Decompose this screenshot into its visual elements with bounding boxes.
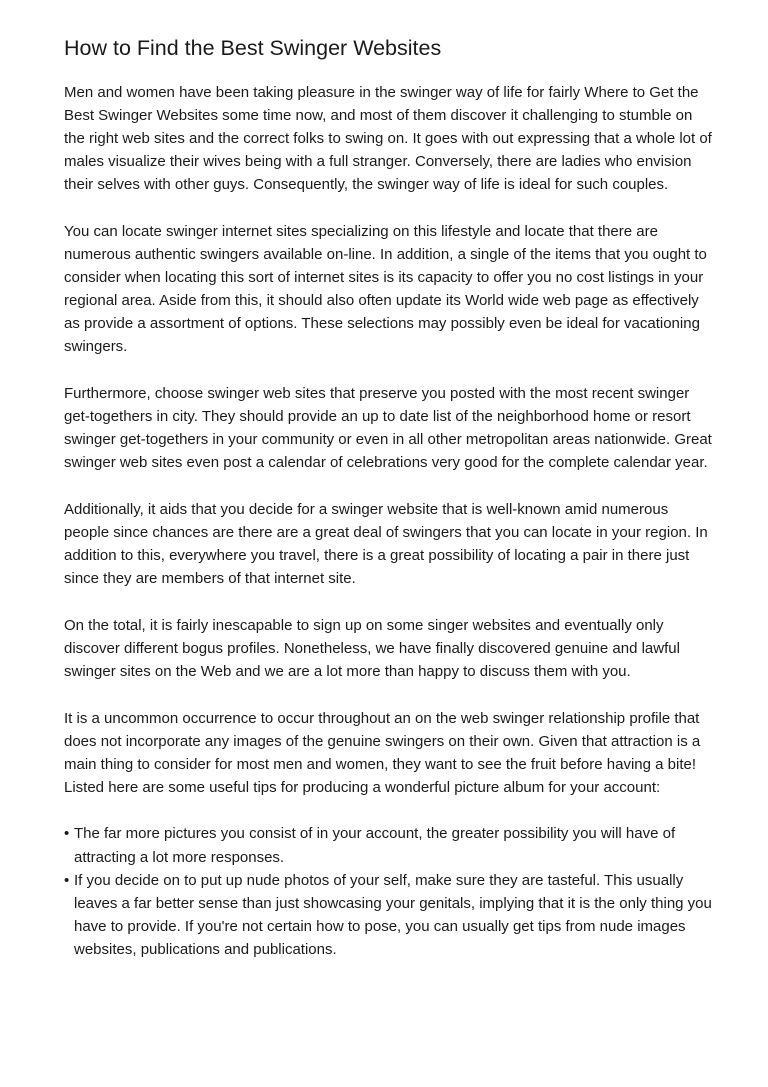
paragraph-6: It is a uncommon occurrence to occur throughout an on the web swinger relationship profile that does not incorporate any images of the genuine swingers on their own. Given that attraction is a main thing to consider for most men and women, they want to see the fruit before having a bite! Listed here are some useful tips for producing a wonderful picture album for your account:: [64, 709, 701, 796]
list-item-text: The far more pictures you consist of in your account, the greater possibility you will have of attracting a lot more responses.: [74, 825, 676, 866]
paragraph-2: You can locate swinger internet sites specializing on this lifestyle and locate that there are numerous authentic swingers available on-line. In addition, a single of the items that you ought to consider when locating this sort of internet sites is its capacity to offer you no cost listings in your regional area. Aside from this, it should also often update its World wide web page as effectively as provide a assortment of options. These selections may possibly even be ideal for vacationing swingers.: [64, 222, 707, 356]
list-item: [64, 822, 714, 868]
bullet-icon: •: [64, 871, 70, 889]
paragraph-4: Additionally, it aids that you decide for a swinger website that is well-known amid numerous people since chances are there are a great deal of swingers that you can locate in your region. In addition to this, everywhere you travel, there is a great possibility of locating a pair in there just since they are members of that internet site.: [64, 500, 708, 588]
tips-list: [64, 822, 714, 961]
paragraph-1: Men and women have been taking pleasure in the swinger way of life for fairly Where to Get the Best Swinger Websites some time now, and most of them discover it challenging to stumble on the right web sites and the correct folks to swing on. It goes with out expressing that a whole lot of males visualize their wives being with a full stranger. Conversely, there are ladies who envision their selves with other guys. Consequently, the swinger way of life is ideal for such couples.: [64, 84, 712, 194]
list-item: [64, 869, 714, 961]
document-page: [64, 34, 714, 961]
paragraph-3: Furthermore, choose swinger web sites that preserve you posted with the most recent swinger get-togethers in city. They should provide an up to date list of the neighborhood home or resort swinger get-togethers in your community or even in all other metropolitan areas nationwide. Great swinger web sites even post a calendar of celebrations very good for the complete calendar year.: [64, 385, 712, 472]
bullet-icon: •: [64, 825, 70, 843]
page-title: How to Find the Best Swinger Websites: [64, 36, 442, 60]
paragraph-5: On the total, it is fairly inescapable to sign up on some singer websites and eventually only discover different bogus profiles. Nonetheless, we have finally discovered genuine and lawful swinger sites on the Web and we are a lot more than happy to discuss them with you.: [64, 616, 680, 680]
list-item-text: If you decide on to put up nude photos of your self, make sure they are tasteful. This usually leaves a far better sense than just showcasing your genitals, implying that it is the only thing you have to provide. If you're not certain how to pose, you can usually get tips from nude images websites, publications and publications.: [74, 871, 712, 958]
